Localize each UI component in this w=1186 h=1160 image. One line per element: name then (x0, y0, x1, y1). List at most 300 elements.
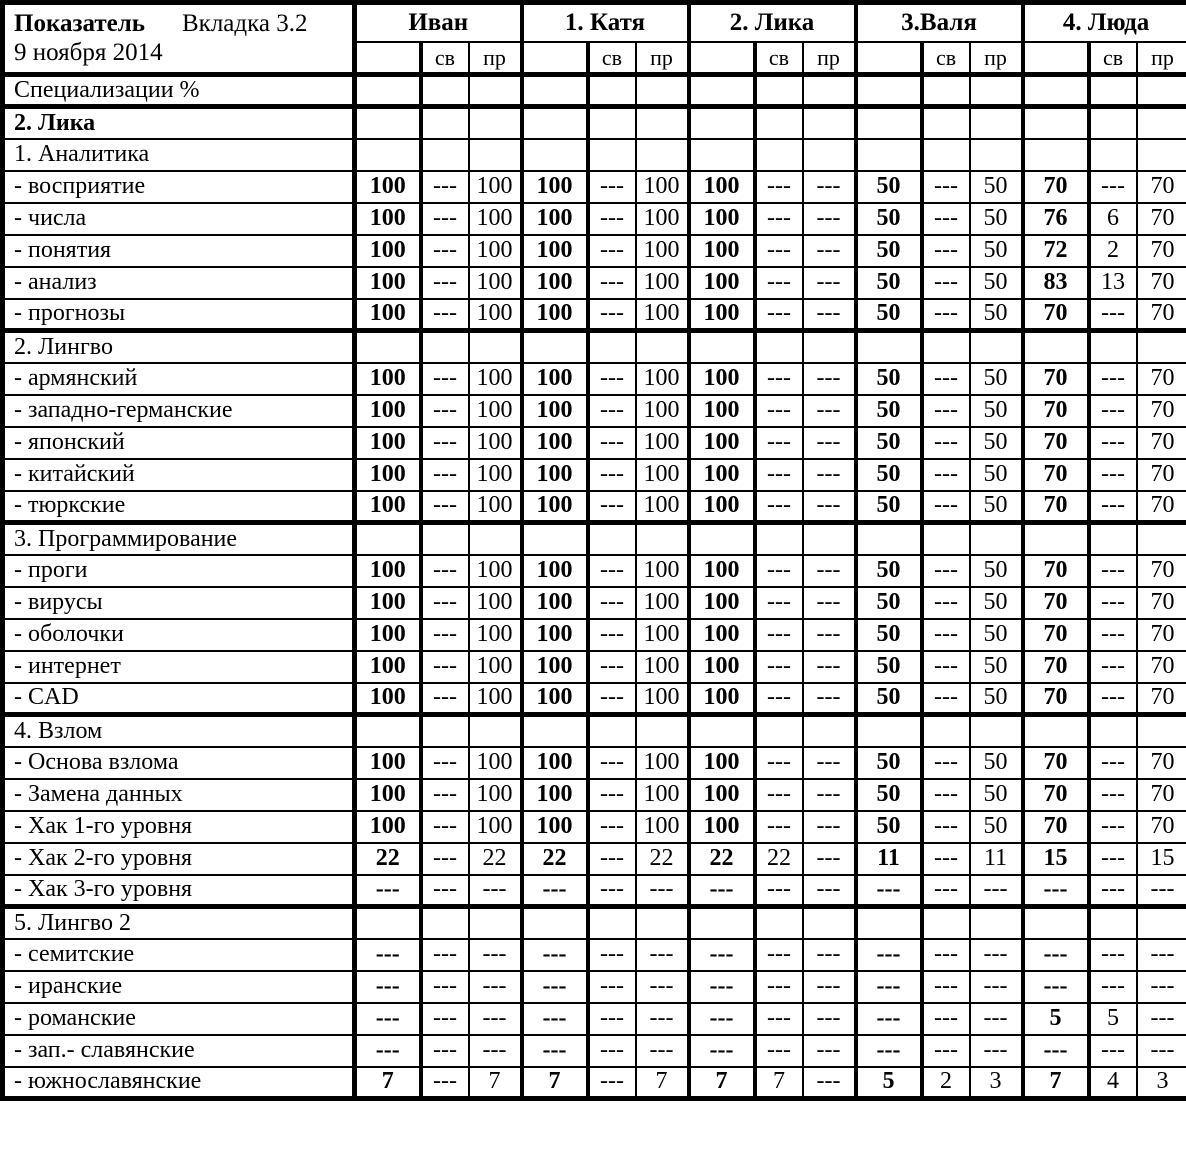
value-cell: --- (755, 971, 803, 1003)
table-row (3, 1035, 1186, 1067)
value-cell: --- (856, 875, 922, 907)
person-section-row (3, 107, 1186, 139)
value-cell: --- (922, 971, 970, 1003)
subcol-sv-header: св (1089, 42, 1137, 75)
value-cell: 100 (636, 235, 689, 267)
value-cell: 100 (522, 779, 588, 811)
subcol-blank (1023, 42, 1089, 75)
value-cell: 6 (1089, 203, 1137, 235)
value-cell: --- (421, 171, 469, 203)
value-cell: 100 (469, 235, 522, 267)
value-cell (522, 139, 588, 171)
value-cell: --- (689, 1003, 755, 1035)
value-cell (970, 139, 1023, 171)
value-cell (421, 715, 469, 747)
value-cell: 100 (355, 395, 421, 427)
value-cell: --- (922, 299, 970, 331)
row-label: - прогнозы (3, 299, 355, 331)
row-label: 4. Взлом (3, 715, 355, 747)
value-cell: --- (421, 267, 469, 299)
column-title: Показатель (14, 10, 145, 38)
row-label: - Замена данных (3, 779, 355, 811)
value-cell: --- (755, 235, 803, 267)
value-cell: 50 (856, 587, 922, 619)
value-cell: --- (922, 1035, 970, 1067)
table-row (3, 811, 1186, 843)
value-cell: 50 (970, 267, 1023, 299)
value-cell: --- (803, 971, 856, 1003)
value-cell: --- (755, 491, 803, 523)
value-cell (469, 75, 522, 107)
value-cell (803, 715, 856, 747)
subcol-pr-header: пр (636, 42, 689, 75)
value-cell: 100 (469, 587, 522, 619)
row-label: 2. Лингво (3, 331, 355, 363)
value-cell: 100 (469, 395, 522, 427)
subcol-sv-header: св (922, 42, 970, 75)
value-cell: --- (803, 651, 856, 683)
value-cell: 50 (856, 555, 922, 587)
value-cell (469, 523, 522, 555)
value-cell: 7 (355, 1067, 421, 1099)
value-cell: --- (421, 395, 469, 427)
value-cell: --- (755, 683, 803, 715)
value-cell (1089, 331, 1137, 363)
value-cell: 70 (1137, 427, 1186, 459)
value-cell: 100 (355, 427, 421, 459)
value-cell: 50 (970, 747, 1023, 779)
row-label: - числа (3, 203, 355, 235)
value-cell: 100 (689, 747, 755, 779)
value-cell: 70 (1023, 651, 1089, 683)
person-header-lyuda: 4. Люда (1023, 3, 1186, 42)
spec-row (3, 75, 1186, 107)
value-cell: 50 (970, 491, 1023, 523)
value-cell (588, 523, 636, 555)
value-cell: --- (803, 811, 856, 843)
value-cell: 100 (689, 363, 755, 395)
value-cell (1137, 907, 1186, 939)
value-cell: --- (689, 1035, 755, 1067)
row-label: - Хак 3-го уровня (3, 875, 355, 907)
value-cell (1023, 331, 1089, 363)
value-cell: 7 (1023, 1067, 1089, 1099)
value-cell: --- (588, 747, 636, 779)
value-cell: --- (1023, 971, 1089, 1003)
value-cell: --- (803, 203, 856, 235)
value-cell: 50 (970, 235, 1023, 267)
value-cell (636, 907, 689, 939)
value-cell: --- (1089, 939, 1137, 971)
value-cell (421, 331, 469, 363)
subcol-blank (355, 42, 421, 75)
value-cell (970, 907, 1023, 939)
value-cell (689, 523, 755, 555)
value-cell: --- (1137, 1003, 1186, 1035)
value-cell: --- (803, 555, 856, 587)
value-cell (689, 331, 755, 363)
value-cell: 100 (636, 651, 689, 683)
value-cell: 100 (636, 587, 689, 619)
value-cell: --- (922, 651, 970, 683)
value-cell: --- (421, 459, 469, 491)
value-cell: 100 (355, 235, 421, 267)
value-cell: 50 (856, 203, 922, 235)
value-cell: --- (588, 619, 636, 651)
value-cell: 2 (922, 1067, 970, 1099)
value-cell: --- (922, 587, 970, 619)
row-label: - восприятие (3, 171, 355, 203)
value-cell: --- (421, 427, 469, 459)
value-cell: --- (636, 875, 689, 907)
value-cell: 15 (1137, 843, 1186, 875)
value-cell (636, 715, 689, 747)
value-cell (588, 75, 636, 107)
value-cell (1137, 523, 1186, 555)
value-cell: 100 (522, 203, 588, 235)
value-cell: --- (1089, 171, 1137, 203)
value-cell: --- (522, 939, 588, 971)
value-cell (469, 139, 522, 171)
value-cell: --- (421, 939, 469, 971)
value-cell: --- (469, 1035, 522, 1067)
value-cell: 50 (856, 747, 922, 779)
value-cell (1023, 139, 1089, 171)
value-cell: --- (421, 651, 469, 683)
person-header-valya: 3.Валя (856, 3, 1023, 42)
value-cell: --- (803, 843, 856, 875)
value-cell: --- (1089, 1035, 1137, 1067)
value-cell: --- (755, 427, 803, 459)
section-row (3, 331, 1186, 363)
value-cell: --- (922, 491, 970, 523)
value-cell: --- (1089, 395, 1137, 427)
value-cell (856, 331, 922, 363)
value-cell: --- (355, 1035, 421, 1067)
value-cell: 70 (1137, 619, 1186, 651)
row-label: - китайский (3, 459, 355, 491)
value-cell (1089, 107, 1137, 139)
value-cell: 72 (1023, 235, 1089, 267)
value-cell: 70 (1137, 587, 1186, 619)
value-cell: 100 (689, 619, 755, 651)
value-cell: --- (803, 1035, 856, 1067)
value-cell: --- (755, 619, 803, 651)
value-cell: 5 (1023, 1003, 1089, 1035)
value-cell: --- (803, 619, 856, 651)
value-cell (755, 523, 803, 555)
value-cell: --- (1089, 811, 1137, 843)
table-row (3, 491, 1186, 523)
value-cell (755, 331, 803, 363)
value-cell (856, 907, 922, 939)
value-cell: 70 (1023, 747, 1089, 779)
value-cell: --- (421, 619, 469, 651)
value-cell (755, 107, 803, 139)
value-cell: 70 (1023, 811, 1089, 843)
value-cell: 100 (689, 811, 755, 843)
table-row (3, 235, 1186, 267)
value-cell: --- (588, 203, 636, 235)
value-cell (469, 331, 522, 363)
value-cell: --- (1137, 875, 1186, 907)
value-cell: 3 (1137, 1067, 1186, 1099)
value-cell: --- (522, 1003, 588, 1035)
value-cell: 100 (636, 171, 689, 203)
value-cell (1089, 139, 1137, 171)
table-row (3, 619, 1186, 651)
value-cell (1137, 107, 1186, 139)
value-cell: 100 (355, 683, 421, 715)
value-cell (856, 523, 922, 555)
value-cell: --- (803, 1067, 856, 1099)
value-cell (922, 107, 970, 139)
value-cell: --- (588, 939, 636, 971)
value-cell: --- (588, 491, 636, 523)
table-row (3, 747, 1186, 779)
value-cell: 50 (970, 651, 1023, 683)
header-line-1 (14, 11, 352, 37)
value-cell: --- (1089, 555, 1137, 587)
value-cell: --- (522, 971, 588, 1003)
value-cell: --- (856, 939, 922, 971)
value-cell: 50 (856, 235, 922, 267)
value-cell: 70 (1137, 491, 1186, 523)
value-cell: --- (803, 459, 856, 491)
subcol-pr-header: пр (803, 42, 856, 75)
row-label: - CAD (3, 683, 355, 715)
value-cell: --- (588, 395, 636, 427)
table-row (3, 555, 1186, 587)
value-cell: 100 (636, 459, 689, 491)
value-cell: --- (588, 363, 636, 395)
value-cell: 100 (355, 587, 421, 619)
value-cell (522, 715, 588, 747)
value-cell: 11 (856, 843, 922, 875)
value-cell: --- (755, 875, 803, 907)
value-cell: --- (755, 267, 803, 299)
section-row (3, 139, 1186, 171)
value-cell (588, 331, 636, 363)
value-cell (1023, 107, 1089, 139)
value-cell: --- (755, 299, 803, 331)
value-cell (689, 907, 755, 939)
value-cell (922, 75, 970, 107)
value-cell (803, 75, 856, 107)
value-cell: --- (922, 875, 970, 907)
value-cell (1089, 523, 1137, 555)
value-cell (922, 139, 970, 171)
value-cell: 70 (1137, 299, 1186, 331)
value-cell (355, 715, 421, 747)
value-cell: 70 (1023, 491, 1089, 523)
person-header-ivan: Иван (355, 3, 522, 42)
value-cell: --- (421, 843, 469, 875)
value-cell: --- (922, 779, 970, 811)
value-cell: 100 (469, 267, 522, 299)
value-cell: 100 (689, 395, 755, 427)
value-cell (970, 715, 1023, 747)
value-cell: --- (421, 363, 469, 395)
value-cell: 100 (469, 747, 522, 779)
value-cell: --- (803, 939, 856, 971)
value-cell: 100 (522, 235, 588, 267)
value-cell: --- (922, 171, 970, 203)
value-cell (522, 907, 588, 939)
section-row (3, 523, 1186, 555)
value-cell: --- (922, 747, 970, 779)
value-cell: --- (755, 939, 803, 971)
value-cell: 100 (689, 683, 755, 715)
value-cell: --- (469, 939, 522, 971)
value-cell: --- (588, 235, 636, 267)
value-cell: 100 (469, 811, 522, 843)
value-cell: --- (636, 971, 689, 1003)
value-cell: --- (588, 683, 636, 715)
row-label: - Хак 1-го уровня (3, 811, 355, 843)
value-cell (588, 907, 636, 939)
subcol-blank (522, 42, 588, 75)
value-cell: --- (755, 811, 803, 843)
value-cell: 50 (856, 651, 922, 683)
row-label: - армянский (3, 363, 355, 395)
value-cell (636, 139, 689, 171)
value-cell: --- (421, 971, 469, 1003)
value-cell: 100 (689, 651, 755, 683)
value-cell (1137, 75, 1186, 107)
value-cell: --- (421, 1035, 469, 1067)
value-cell: 100 (355, 747, 421, 779)
value-cell: 50 (856, 427, 922, 459)
value-cell: 22 (636, 843, 689, 875)
value-cell: 83 (1023, 267, 1089, 299)
value-cell: --- (421, 1003, 469, 1035)
value-cell: 50 (856, 395, 922, 427)
value-cell: --- (1089, 683, 1137, 715)
value-cell: --- (469, 971, 522, 1003)
value-cell: 100 (469, 619, 522, 651)
section-row (3, 907, 1186, 939)
value-cell: 100 (522, 619, 588, 651)
value-cell (469, 715, 522, 747)
value-cell: 100 (522, 363, 588, 395)
value-cell: --- (856, 1003, 922, 1035)
value-cell: --- (755, 203, 803, 235)
value-cell: --- (755, 395, 803, 427)
value-cell: 100 (355, 651, 421, 683)
value-cell: 50 (856, 267, 922, 299)
value-cell: 70 (1137, 363, 1186, 395)
value-cell: --- (588, 427, 636, 459)
value-cell: --- (755, 651, 803, 683)
value-cell (856, 75, 922, 107)
table-row (3, 1067, 1186, 1099)
value-cell: --- (636, 939, 689, 971)
value-cell: --- (970, 971, 1023, 1003)
value-cell: --- (355, 971, 421, 1003)
value-cell (856, 715, 922, 747)
value-cell: 100 (355, 299, 421, 331)
value-cell: --- (803, 171, 856, 203)
value-cell (469, 107, 522, 139)
value-cell: 4 (1089, 1067, 1137, 1099)
value-cell: --- (421, 683, 469, 715)
table-row (3, 363, 1186, 395)
value-cell: 50 (856, 811, 922, 843)
value-cell: --- (803, 875, 856, 907)
value-cell (355, 107, 421, 139)
value-cell (689, 107, 755, 139)
table-row (3, 459, 1186, 491)
value-cell: --- (922, 843, 970, 875)
value-cell: --- (1089, 747, 1137, 779)
value-cell: 100 (355, 811, 421, 843)
value-cell: 100 (636, 299, 689, 331)
value-cell: --- (970, 1035, 1023, 1067)
subcol-blank (856, 42, 922, 75)
value-cell (970, 75, 1023, 107)
value-cell: --- (803, 683, 856, 715)
value-cell: 5 (1089, 1003, 1137, 1035)
value-cell: 70 (1023, 395, 1089, 427)
value-cell: --- (755, 779, 803, 811)
value-cell: --- (755, 1003, 803, 1035)
value-cell: 100 (469, 299, 522, 331)
value-cell: --- (588, 1003, 636, 1035)
value-cell: 70 (1023, 555, 1089, 587)
value-cell (970, 523, 1023, 555)
value-cell: 50 (970, 171, 1023, 203)
value-cell (522, 75, 588, 107)
value-cell: 100 (522, 587, 588, 619)
value-cell: 70 (1023, 299, 1089, 331)
value-cell: --- (421, 235, 469, 267)
value-cell: --- (689, 971, 755, 1003)
value-cell: 100 (522, 267, 588, 299)
table-row (3, 395, 1186, 427)
row-label: - японский (3, 427, 355, 459)
table-row (3, 267, 1186, 299)
value-cell: 100 (469, 427, 522, 459)
value-cell: --- (922, 811, 970, 843)
value-cell (1137, 139, 1186, 171)
value-cell: --- (588, 971, 636, 1003)
value-cell: 7 (755, 1067, 803, 1099)
value-cell: 50 (970, 811, 1023, 843)
row-label: - романские (3, 1003, 355, 1035)
value-cell: --- (1137, 971, 1186, 1003)
header-title-cell (3, 3, 355, 75)
value-cell: --- (803, 363, 856, 395)
value-cell: --- (421, 811, 469, 843)
value-cell: 15 (1023, 843, 1089, 875)
value-cell (1023, 715, 1089, 747)
value-cell (856, 139, 922, 171)
value-cell: 7 (522, 1067, 588, 1099)
value-cell (856, 107, 922, 139)
value-cell: 70 (1023, 171, 1089, 203)
value-cell: --- (922, 683, 970, 715)
row-label: - интернет (3, 651, 355, 683)
value-cell: 100 (469, 363, 522, 395)
value-cell: 100 (522, 459, 588, 491)
value-cell: --- (1089, 619, 1137, 651)
value-cell: --- (755, 363, 803, 395)
value-cell: --- (803, 235, 856, 267)
value-cell: 100 (689, 779, 755, 811)
value-cell: --- (1089, 779, 1137, 811)
value-cell: 100 (636, 619, 689, 651)
